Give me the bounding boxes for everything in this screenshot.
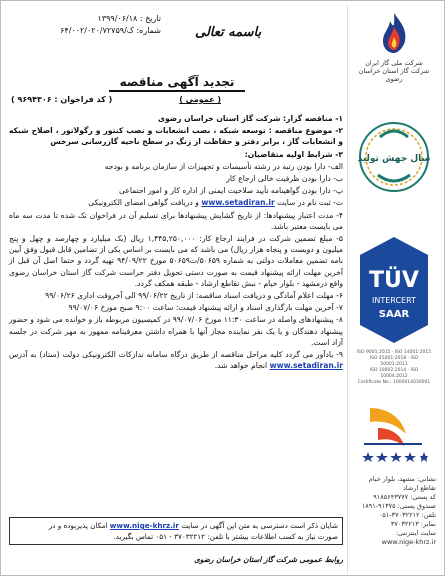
notice-post: امکان پذیربوده و در: [48, 521, 108, 530]
condition-pe: پ- دارا بودن گواهینامه تأیید صلاحیت ایمنی از اداره کار و امور اجتماعی: [119, 186, 343, 196]
stars-icon: [362, 452, 428, 462]
item-reminder-post: انجام خواهد شد.: [214, 361, 268, 371]
condition-te-post: و دریافت گواهی امضای الکترونیکی: [88, 198, 199, 208]
setadiran-link[interactable]: www.setadiran.ir: [201, 198, 275, 208]
tuv-brand: TÜV: [369, 268, 419, 293]
tender-type: ( عمومی ): [179, 95, 221, 104]
item-tender-subject: ۲- موضوع مناقصه : توسعه شبکه ، نصب انشعابات و نصب کنتور و رگولاتور ، اصلاح شبکه و انشعابات گاز ، برابر دفتر و حفاظت از زنگ در سطح ناحیه گازرسانی سرخس: [9, 126, 343, 147]
notice-pre: شایان ذکر است دسترسی به متن این آگهی در سایت: [181, 521, 338, 530]
document-date: تاریخ : ۱۳۹۹/۰۶/۱۸: [97, 14, 161, 23]
certificate-list: ISO 9001:2015 · ISO 14001:2015 ISO 45001:2018 · ISO 50001:2011 ISO 10002:2014 · ISO 10004:2012 Certificate No.: 1000014030001: [356, 350, 432, 385]
item-reminder-pre: ۹- یادآور می گردد کلیه مراحل مناقصه از طریق درگاه سامانه تدارکات الکترونیکی دولت (ستاد) به آدرس: [9, 350, 343, 360]
tuv-saar: SAAR: [378, 309, 410, 320]
item-conditions-heading: ۳- شرایط اولیه متقاضیان:: [244, 149, 343, 159]
date-number-block: [11, 13, 161, 37]
condition-te-pre: ت- ثبت نام در سایت: [277, 198, 343, 208]
document-number: شماره: ک/۶۴/۰۰۲/۰۲۰/۷۲۷۵۹: [60, 26, 161, 35]
announcement-body: [9, 113, 343, 372]
company-logo: [354, 11, 434, 101]
main-content: [5, 5, 345, 573]
company-name: شرکت ملی گاز ایران شرکت گاز استان خراسان رضوی: [358, 59, 430, 83]
notice-line-2: صورت نیاز به کسب اطلاعات بیشتر با تلفن: ۳۷۰۳۲۲۱۲ - ۰۵۱ تماس بگیرید.: [113, 532, 338, 541]
item-guarantee: ۵- مبلغ تضمین شرکت در فرایند ارجاع کار: ۱,۴۴۵,۲۵۰,۰۰۰ ریال (یک میلیارد و چهارصد و چهل و پنج میلیون و دویست و پنجاه هزار ریال) می باشد که می بایست بر اساس یکی از تضامین قابل قبول وفق آیین نامه تضمین معاملات دولتی به شماره ۵۰۶۵۹/ت۵۰۶۵۹ مورخ ۹۴/۰۹/۲۲ تهیه گردد و حتما اصل آن قبل از آخرین مهلت ارائه پیشنهاد قیمت به صورت دستی تحویل دفتر حراست شرکت گاز استان خراسان رضوی واقع درمشهد - بلوار خیام - نبش تقاطع ارشاد - طبقه همکف گردد.: [9, 234, 343, 288]
bismillah-heading: باسمه تعالی: [195, 25, 262, 40]
item-tender-organizer: ۱- مناقصه گزار: شرکت گاز استان خراسان رضوی: [158, 114, 343, 123]
excellence-stars-logo: [358, 400, 428, 462]
item-opening: ۸- پیشنهادهای واصله در ساعت ۱۱:۳۰ مورخ ۹۹/۰۷/۰۶ در کمیسیون مربوطه باز و خوانده می شود و حضور پیشنهاد دهندگان و یا یک نفر نماینده مجاز آنها با همراه داشتن معرفینامه ممهور به مهر شرکت در جلسه آزاد است.: [9, 315, 343, 347]
setadiran-link-2[interactable]: www.setadiran.ir: [269, 361, 343, 371]
anniversary-text: سال جهش تولید: [357, 154, 431, 164]
item-reminder: [9, 349, 343, 371]
right-sidebar: [347, 5, 440, 573]
item-deadline-docs: ۶- مهلت اعلام آمادگی و دریافت اسناد مناقصه: از تاریخ ۹۹/۰۶/۲۲ الی آخروقت اداری ۹۹/۰۶/۲۶: [45, 291, 343, 301]
tuv-certification-logo: [358, 235, 430, 345]
condition-alef: الف- دارا بودن رتبه در رشته تأسیسات و تجهیزات از سازمان برنامه و بودجه: [104, 161, 343, 171]
notice-box: [9, 517, 343, 545]
contact-info: نشانی: مشهد، بلوار خیام تقاطع ارشاد کد پستی: ۹۱۸۵۶۴۳۷۷۷ صندوق پستی: ۹۱۳۷۵-۱۸۹۱ تلفن: ۳۷۰۳۲۲۱۲-۰۵۱ نمابر: ۳۷۰۳۲۲۱۳ سایت اینترنتی: www.nige-khrz.ir: [361, 475, 436, 546]
nige-khrz-link[interactable]: www.nige-khrz.ir: [109, 521, 179, 530]
item-deadline-bids: ۷- آخرین مهلت بارگذاری اسناد و ارائه پیشنهاد قیمت: ساعت ۹:۰۰ صبح مورخ ۹۹/۰۷/۰۶: [68, 303, 343, 313]
anniversary-emblem: [356, 117, 432, 197]
page-title: تجدید آگهی مناقصه: [109, 75, 245, 92]
tuv-sub: INTERCERT: [372, 296, 416, 305]
notice-line-1: [14, 520, 338, 531]
tender-code: ( کد فراخوان : ۹۶۹۴۳۰۶ ): [11, 95, 113, 104]
footer-signature: روابط عمومی شرکت گاز استان خراسان رضوی: [194, 555, 343, 564]
condition-te: [9, 197, 343, 208]
gas-flame-icon: [377, 11, 411, 55]
condition-be: ب- دارا بودن ظرفیت خالی ارجاع کار: [226, 174, 343, 184]
item-validity: ۴- مدت اعتبار پیشنهادها: از تاریخ گشایش پیشنهادها برای تسلیم آن در فراخوان تک شده تا مدت سه ماه می بایست معتبر باشد.: [9, 210, 343, 231]
